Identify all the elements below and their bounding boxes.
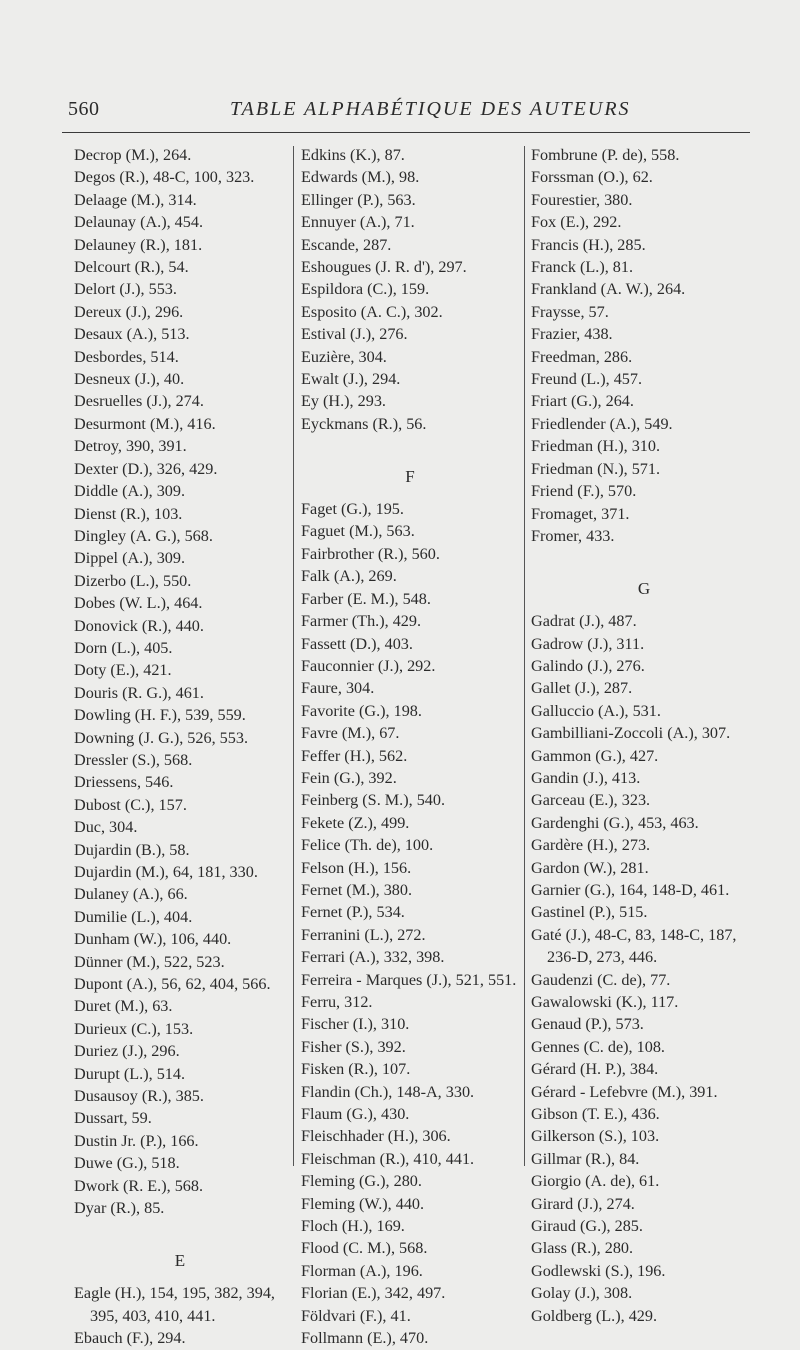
index-entry: Falk (A.), 269.: [301, 567, 397, 586]
index-entry: Dupont (A.), 56, 62, 404, 566.: [74, 975, 271, 994]
index-entry: Gaudenzi (C. de), 77.: [531, 970, 671, 989]
index-entry: Estival (J.), 276.: [301, 325, 408, 344]
index-entry: Dujardin (B.), 58.: [74, 840, 190, 859]
index-entry: Gastinel (P.), 515.: [531, 903, 648, 922]
index-entry: Delcourt (R.), 54.: [74, 258, 189, 277]
index-entry: Dujardin (M.), 64, 181, 330.: [74, 863, 258, 881]
index-entry: Földvari (F.), 41.: [301, 1306, 411, 1325]
index-entry: Edkins (K.), 87.: [301, 146, 405, 164]
index-entry: Eshougues (J. R. d'), 297.: [301, 258, 467, 277]
index-entry: Eyckmans (R.), 56.: [301, 414, 427, 433]
index-entry: Garceau (E.), 323.: [531, 791, 651, 810]
index-entry: Fassett (D.), 403.: [301, 634, 413, 653]
index-entry: Fernet (M.), 380.: [301, 880, 413, 899]
index-entry: Flaum (G.), 430.: [301, 1105, 410, 1124]
index-entry: Fombrune (P. de), 558.: [531, 146, 680, 164]
index-entry: Driessens, 546.: [74, 773, 174, 792]
index-entry: Dippel (A.), 309.: [74, 549, 186, 568]
index-entry: Dobes (W. L.), 464.: [74, 594, 203, 613]
index-entry: Ewalt (J.), 294.: [301, 370, 401, 389]
index-entry: Flood (C. M.), 568.: [301, 1239, 428, 1258]
index-entry: Fromaget, 371.: [531, 504, 630, 523]
index-entry: Gillmar (R.), 84.: [531, 1149, 640, 1168]
index-entry: Franck (L.), 81.: [531, 258, 634, 277]
index-entry: Ferrari (A.), 332, 398.: [301, 948, 445, 967]
index-entry: Dumilie (L.), 404.: [74, 907, 193, 926]
index-entry: Delaunay (A.), 454.: [74, 213, 204, 232]
index-entry: Douris (R. G.), 461.: [74, 683, 204, 702]
index-entry: Delaage (M.), 314.: [74, 190, 197, 209]
index-entry: Ebauch (F.), 294.: [74, 1329, 186, 1348]
index-entry: Downing (J. G.), 526, 553.: [74, 728, 249, 747]
index-entry: Fischer (I.), 310.: [301, 1015, 410, 1034]
index-entry: Gammon (G.), 427.: [531, 746, 659, 765]
index-entry: Durieux (C.), 153.: [74, 1019, 194, 1038]
header-rule: [62, 132, 750, 133]
index-entry: Euzière, 304.: [301, 347, 387, 366]
column-divider: [293, 146, 294, 1166]
index-entry: Diddle (A.), 309.: [74, 482, 186, 501]
index-entry: Gilkerson (S.), 103.: [531, 1127, 660, 1146]
index-entry: Dizerbo (L.), 550.: [74, 571, 192, 590]
index-entry: Florman (A.), 196.: [301, 1261, 423, 1280]
index-entry: Dulaney (A.), 66.: [74, 885, 188, 904]
index-entry: Gardère (H.), 273.: [531, 836, 651, 855]
index-entry: Eagle (H.), 154, 195, 382, 394, 395, 403, 410, 441.: [74, 1284, 275, 1325]
index-entry: Fekete (Z.), 499.: [301, 813, 410, 832]
index-entry: Galindo (J.), 276.: [531, 656, 645, 675]
index-entry: Golay (J.), 308.: [531, 1284, 633, 1303]
index-entry: Fraysse, 57.: [531, 302, 609, 321]
index-entry: Giorgio (A. de), 61.: [531, 1172, 660, 1191]
index-entry: Dunham (W.), 106, 440.: [74, 930, 232, 949]
index-entry: Gérard (H. P.), 384.: [531, 1060, 659, 1079]
index-entry: Feffer (H.), 562.: [301, 746, 408, 765]
index-entry: Godlewski (S.), 196.: [531, 1261, 666, 1280]
index-entry: Friedlender (A.), 549.: [531, 414, 673, 433]
index-entry: Esposito (A. C.), 302.: [301, 302, 443, 321]
index-entry: Flandin (Ch.), 148-A, 330.: [301, 1082, 475, 1101]
index-entry: Fourestier, 380.: [531, 190, 633, 209]
index-entry: Duriez (J.), 296.: [74, 1042, 180, 1061]
index-entry: Fromer, 433.: [531, 526, 615, 545]
index-entry: Genaud (P.), 573.: [531, 1015, 644, 1034]
index-entry: Goldberg (L.), 429.: [531, 1306, 658, 1325]
index-entry: Dorn (L.), 405.: [74, 638, 173, 657]
index-entry: Duret (M.), 63.: [74, 997, 173, 1016]
index-entry: Delauney (R.), 181.: [74, 235, 203, 254]
index-entry: Fleischhader (H.), 306.: [301, 1127, 451, 1146]
index-entry: Felice (Th. de), 100.: [301, 836, 434, 855]
index-entry: Gérard - Lefebvre (M.), 391.: [531, 1082, 718, 1101]
index-entry: Dowling (H. F.), 539, 559.: [74, 706, 246, 725]
index-entry: Friart (G.), 264.: [531, 392, 634, 411]
index-entry: Felson (H.), 156.: [301, 858, 412, 877]
index-entry: Desbordes, 514.: [74, 347, 179, 366]
index-entry: Dustin Jr. (P.), 166.: [74, 1131, 199, 1150]
index-entry: Giraud (G.), 285.: [531, 1217, 643, 1236]
index-entry: Gibson (T. E.), 436.: [531, 1105, 660, 1124]
index-entry: Dünner (M.), 522, 523.: [74, 952, 225, 971]
index-entry: Fisher (S.), 392.: [301, 1037, 406, 1056]
index-entry: Garnier (G.), 164, 148-D, 461.: [531, 880, 730, 899]
index-entry: Gandin (J.), 413.: [531, 768, 641, 787]
index-entry: Frazier, 438.: [531, 325, 613, 344]
index-entry: Faget (G.), 195.: [301, 500, 404, 519]
index-entry: Gaté (J.), 48-C, 83, 148-C, 187, 236-D, 273, 446.: [531, 925, 737, 967]
index-entry: Decrop (M.), 264.: [74, 146, 192, 164]
index-entry: Dusausoy (R.), 385.: [74, 1087, 204, 1106]
index-entry: Floch (H.), 169.: [301, 1217, 405, 1236]
index-entry: Freedman, 286.: [531, 347, 633, 366]
section-letter: E: [174, 1250, 186, 1270]
index-entry: Duwe (G.), 518.: [74, 1154, 180, 1173]
index-entry: Fleming (W.), 440.: [301, 1194, 425, 1213]
index-entry: Gallet (J.), 287.: [531, 679, 633, 698]
index-entry: Doty (E.), 421.: [74, 661, 172, 680]
section-letter: F: [405, 466, 415, 486]
page-number: 560: [68, 98, 100, 120]
index-entry: Ey (H.), 293.: [301, 392, 386, 411]
index-entry: Delort (J.), 553.: [74, 280, 177, 299]
index-entry: Friedman (N.), 571.: [531, 459, 661, 478]
index-entry: Farber (E. M.), 548.: [301, 589, 431, 608]
index-entry: Gennes (C. de), 108.: [531, 1037, 665, 1056]
index-entry: Favorite (G.), 198.: [301, 701, 422, 720]
index-column-1: [74, 144, 286, 1350]
index-column-3: [531, 144, 757, 1327]
section-letter: G: [637, 578, 651, 598]
index-entry: Faguet (M.), 563.: [301, 522, 415, 541]
index-entry: Girard (J.), 274.: [531, 1194, 635, 1213]
index-entry: Fox (E.), 292.: [531, 213, 622, 232]
index-entry: Dussart, 59.: [74, 1109, 152, 1128]
index-entry: Fairbrother (R.), 560.: [301, 544, 440, 563]
index-entry: Follmann (E.), 470.: [301, 1329, 429, 1348]
index-entry: Ferranini (L.), 272.: [301, 925, 426, 944]
index-entry: Donovick (R.), 440.: [74, 616, 204, 635]
index-entry: Dexter (D.), 326, 429.: [74, 459, 218, 478]
index-entry: Edwards (M.), 98.: [301, 168, 420, 187]
index-entry: Gawalowski (K.), 117.: [531, 993, 679, 1012]
index-entry: Friend (F.), 570.: [531, 482, 637, 501]
index-entry: Fleming (G.), 280.: [301, 1172, 422, 1191]
index-entry: Fauconnier (J.), 292.: [301, 656, 436, 675]
index-entry: Ferru, 312.: [301, 993, 373, 1012]
index-entry: Detroy, 390, 391.: [74, 437, 187, 456]
index-entry: Fisken (R.), 107.: [301, 1060, 411, 1079]
index-entry: Gadrow (J.), 311.: [531, 634, 645, 653]
index-entry: Dingley (A. G.), 568.: [74, 526, 213, 545]
index-entry: Farmer (Th.), 429.: [301, 612, 422, 631]
index-entry: Dereux (J.), 296.: [74, 302, 184, 321]
index-entry: Ferreira - Marques (J.), 521, 551.: [301, 970, 517, 989]
index-entry: Forssman (O.), 62.: [531, 168, 653, 187]
index-entry: Gardenghi (G.), 453, 463.: [531, 813, 699, 832]
index-entry: Gambilliani-Zoccoli (A.), 307.: [531, 724, 731, 743]
index-entry: Favre (M.), 67.: [301, 724, 400, 743]
index-entry: Dwork (R. E.), 568.: [74, 1176, 204, 1195]
index-entry: Florian (E.), 342, 497.: [301, 1284, 446, 1303]
index-entry: Espildora (C.), 159.: [301, 280, 430, 299]
index-entry: Frankland (A. W.), 264.: [531, 280, 686, 299]
index-entry: Escande, 287.: [301, 235, 392, 254]
index-entry: Gadrat (J.), 487.: [531, 612, 637, 631]
index-entry: Desurmont (M.), 416.: [74, 414, 216, 433]
index-entry: Ellinger (P.), 563.: [301, 190, 416, 209]
index-entry: Desneux (J.), 40.: [74, 370, 185, 389]
index-entry: Dressler (S.), 568.: [74, 750, 193, 769]
index-column-2: [301, 144, 519, 1350]
index-entry: Feinberg (S. M.), 540.: [301, 791, 446, 810]
index-entry: Degos (R.), 48-C, 100, 323.: [74, 168, 255, 187]
index-entry: Francis (H.), 285.: [531, 235, 646, 254]
index-entry: Faure, 304.: [301, 679, 375, 698]
index-entry: Ennuyer (A.), 71.: [301, 213, 415, 232]
index-entry: Duc, 304.: [74, 818, 138, 837]
index-entry: Gardon (W.), 281.: [531, 858, 649, 877]
index-entry: Fernet (P.), 534.: [301, 903, 405, 922]
index-entry: Desruelles (J.), 274.: [74, 392, 204, 411]
running-header: [62, 94, 752, 124]
index-entry: Durupt (L.), 514.: [74, 1064, 186, 1083]
index-entry: Desaux (A.), 513.: [74, 325, 190, 344]
index-entry: Dyar (R.), 85.: [74, 1199, 165, 1218]
index-entry: Friedman (H.), 310.: [531, 437, 661, 456]
index-entry: Dubost (C.), 157.: [74, 795, 187, 814]
index-entry: Fleischman (R.), 410, 441.: [301, 1149, 475, 1168]
running-title: TABLE ALPHABÉTIQUE DES AUTEURS: [230, 98, 631, 120]
index-entry: Fein (G.), 392.: [301, 768, 397, 787]
index-entry: Dienst (R.), 103.: [74, 504, 183, 523]
column-divider: [524, 146, 525, 1166]
index-entry: Glass (R.), 280.: [531, 1239, 634, 1258]
index-entry: Galluccio (A.), 531.: [531, 701, 661, 720]
index-entry: Freund (L.), 457.: [531, 370, 643, 389]
